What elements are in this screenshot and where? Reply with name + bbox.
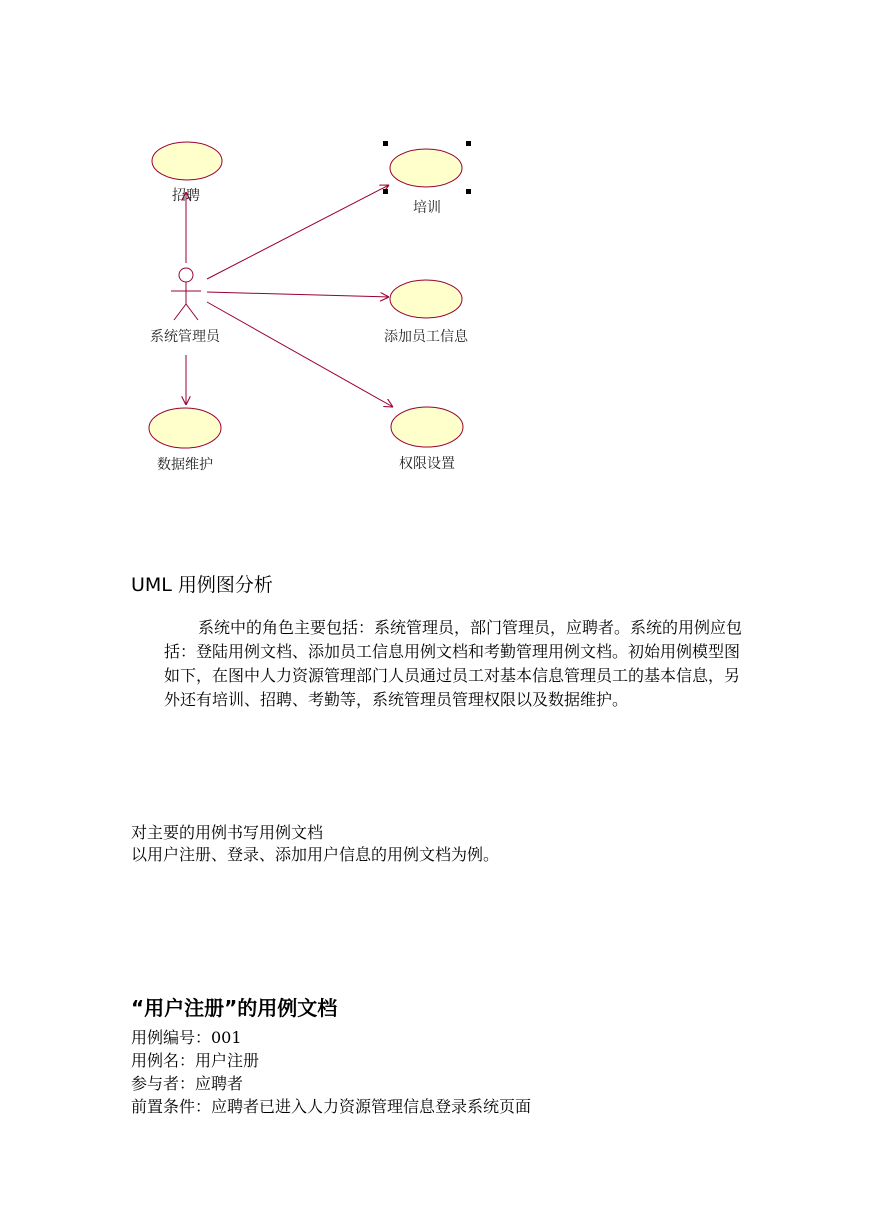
use-case-label-add-employee: 添加员工信息 <box>384 329 468 345</box>
use-case-label-training: 培训 <box>413 200 441 216</box>
association-training <box>207 185 389 279</box>
use-case-data-maintenance <box>149 408 221 448</box>
use-case-permission <box>391 407 463 447</box>
use-case-label-permission: 权限设置 <box>399 456 455 472</box>
association-permission <box>207 302 393 407</box>
section-title-register: “用户注册”的用例文档 <box>131 996 338 1020</box>
use-case-add-employee <box>390 280 462 318</box>
use-case-label-data-maintenance: 数据维护 <box>157 457 213 473</box>
analysis-paragraph-text: 系统中的角色主要包括：系统管理员，部门管理员，应聘者。系统的用例应包括：登陆用例文档、添加员工信息用例文档和考勤管理用例文档。初始用例模型图如下，在图中人力资源管理部门人员通过员工对基本信息管理员工的基本信息，另外还有培训、招聘、考勤等，系统管理员管理权限以及数据维护。 <box>164 618 743 709</box>
intro-line-2: 以用户注册、登录、添加用户信息的用例文档为例。 <box>131 845 500 864</box>
section-title-uml: UML 用例图分析 <box>131 574 273 596</box>
doc-line-name: 用例名：用户注册 <box>131 1051 260 1070</box>
use-case-training <box>390 149 462 187</box>
use-case-label-recruit: 招聘 <box>172 188 200 204</box>
actor-label: 系统管理员 <box>150 329 220 345</box>
analysis-paragraph <box>164 616 742 712</box>
intro-line-1: 对主要的用例书写用例文档 <box>131 823 324 842</box>
doc-line-id: 用例编号：001 <box>131 1028 242 1047</box>
doc-line-precondition: 前置条件：应聘者已进入人力资源管理信息登录系统页面 <box>131 1097 532 1116</box>
actor-icon <box>171 268 201 320</box>
use-case-recruit <box>152 142 222 180</box>
doc-line-actor: 参与者：应聘者 <box>131 1074 244 1093</box>
association-add-employee <box>207 292 389 297</box>
use-case-diagram <box>130 130 490 490</box>
